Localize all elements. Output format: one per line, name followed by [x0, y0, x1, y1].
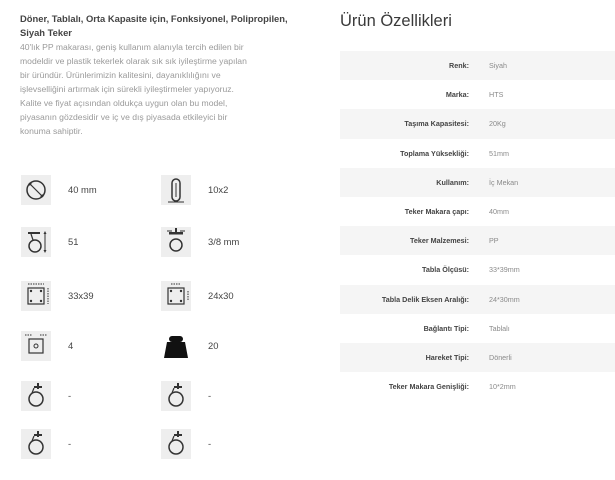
description-line: işlevselliğini artırmak için sürekli iyileştirmeler yapıyoruz.: [20, 84, 234, 94]
row-label: Teker Malzemesi:: [410, 236, 469, 246]
spec-item: [160, 224, 300, 264]
table-row: [340, 197, 615, 226]
description-line: bir üründür. Ürünlerimizin kalitesini, dayanıklılığını ve: [20, 70, 221, 80]
wheel-diameter-icon: [20, 174, 52, 206]
row-value: İç Mekan: [489, 177, 519, 187]
table-row: [340, 168, 615, 197]
spec-item: [160, 278, 300, 318]
row-value: PP: [489, 236, 499, 246]
row-label: Kullanım:: [436, 177, 469, 187]
spec-item: [160, 426, 300, 466]
table-row: [340, 255, 615, 284]
spec-value: 51: [68, 236, 79, 247]
spec-value: 40 mm: [68, 184, 97, 195]
row-label: Teker Makara çapı:: [404, 207, 469, 217]
offset-icon: [20, 330, 52, 362]
spec-value: 20: [208, 340, 219, 351]
spec-value: -: [68, 438, 72, 449]
brake-caster-icon: [160, 428, 192, 460]
row-label: Teker Makara Genişliği:: [388, 382, 469, 392]
table-row: [340, 51, 615, 80]
row-label: Renk:: [449, 61, 469, 71]
spec-value: -: [208, 390, 212, 401]
table-row: [340, 80, 615, 109]
row-label: Hareket Tipi:: [425, 352, 469, 362]
spec-value: 33x39: [68, 290, 94, 301]
row-value: HTS: [489, 90, 504, 100]
table-row: [340, 226, 615, 255]
row-label: Toplama Yüksekliği:: [400, 148, 469, 158]
spec-value: 4: [68, 340, 74, 351]
table-row: [340, 314, 615, 343]
spec-value: 10x2: [208, 184, 229, 195]
spec-item: [20, 378, 160, 418]
row-label: Tabla Delik Eksen Aralığı:: [381, 294, 469, 304]
plate-size-icon: [20, 280, 52, 312]
product-description: [20, 40, 290, 138]
table-row: [340, 343, 615, 372]
spec-value: 3/8 mm: [208, 236, 240, 247]
spec-value: 24x30: [208, 290, 234, 301]
wheel-width-icon: [160, 174, 192, 206]
description-line: piyasanın gözdesidir ve iç ve dış piyasada etkileyici bir: [20, 112, 228, 122]
table-row: [340, 285, 615, 314]
spec-item: [20, 224, 160, 264]
spec-item: [20, 172, 160, 212]
row-label: Tabla Ölçüsü:: [422, 265, 469, 275]
load-weight-icon: [160, 330, 192, 362]
spec-item: [160, 328, 300, 368]
description-line: Kalite ve fiyat açısından oldukça uygun olan bu model,: [20, 98, 228, 108]
spec-item: [160, 378, 300, 418]
product-title: [20, 12, 290, 40]
row-value: 33*39mm: [489, 265, 520, 275]
row-value: 10*2mm: [489, 382, 516, 392]
row-value: 40mm: [489, 207, 509, 217]
row-label: Taşıma Kapasitesi:: [404, 119, 469, 129]
row-value: Tablalı: [489, 323, 510, 333]
hole-spacing-icon: [160, 280, 192, 312]
table-row: [340, 109, 615, 138]
product-info: [20, 12, 290, 138]
table-row: [340, 372, 615, 401]
spec-item: [20, 328, 160, 368]
spec-value: -: [208, 438, 212, 449]
brake-caster-icon: [20, 380, 52, 412]
product-title-line: Siyah Teker: [20, 27, 72, 38]
spec-item: [160, 172, 300, 212]
spec-value: -: [68, 390, 72, 401]
spec-item: [20, 278, 160, 318]
table-row: [340, 139, 615, 168]
row-label: Bağlantı Tipi:: [423, 323, 469, 333]
row-value: 24*30mm: [489, 294, 520, 304]
features-title: Ürün Özellikleri: [340, 12, 452, 30]
row-value: Siyah: [489, 61, 507, 71]
bolt-size-icon: [160, 226, 192, 258]
product-title-line: Döner, Tablalı, Orta Kapasite için, Fonksiyonel, Polipropilen,: [20, 13, 288, 24]
spec-item: [20, 426, 160, 466]
features-table: [340, 51, 615, 401]
row-value: 51mm: [489, 148, 509, 158]
brake-caster-icon: [160, 380, 192, 412]
row-value: 20Kg: [489, 119, 506, 129]
description-line: konuma sahiptir.: [20, 126, 83, 136]
description-line: 40'lık PP makarası, geniş kullanım alanıyla tercih edilen bir: [20, 42, 244, 52]
brake-caster-icon: [20, 428, 52, 460]
row-label: Marka:: [445, 90, 469, 100]
description-line: modeldir ve plastik tekerlek olarak sık sık iyileştirme yapılan: [20, 56, 247, 66]
total-height-icon: [20, 226, 52, 258]
row-value: Dönerli: [489, 352, 512, 362]
